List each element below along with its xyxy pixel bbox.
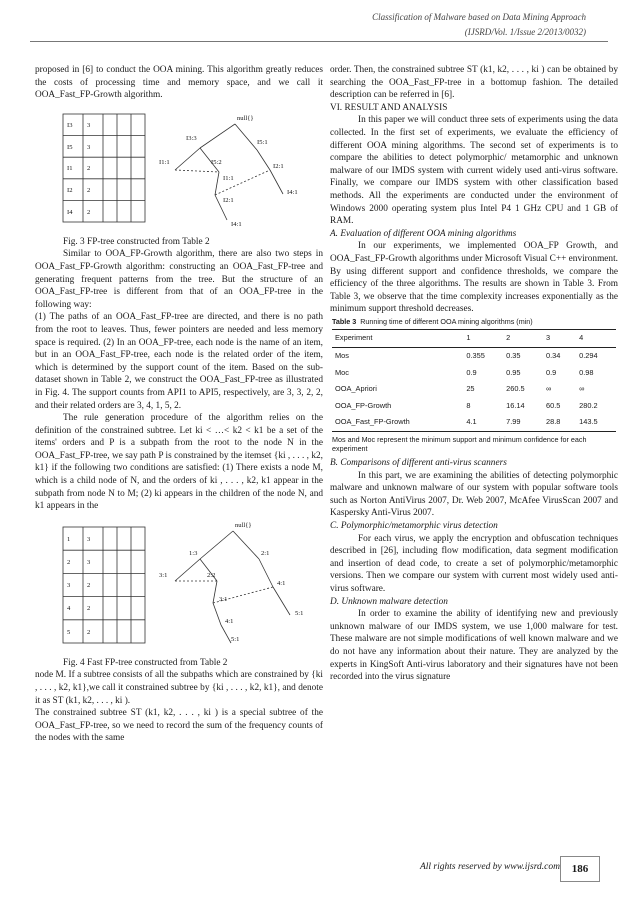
page-number: 186: [560, 856, 600, 882]
table-cell: 260.5: [506, 384, 525, 394]
fig4-fast-fp-tree: [35, 515, 323, 655]
table3-label: Table 3: [332, 316, 357, 326]
table-header-cell: 2: [503, 330, 543, 348]
table-cell: 0.95: [506, 367, 521, 377]
subsection-heading: A. Evaluation of different OOA mining algorithms: [330, 228, 517, 239]
paragraph: The constrained subtree ST (k1, k2, . . . , ki ) is a special subtree of the OOA_Fast_FP-tree, so we need to record the sum of the frequency counts of the nodes with the same: [35, 708, 323, 744]
paragraph: In this part, we are examining the abilities of detecting polymorphic malware and unknown malware of our system with popular software tools such as Norton AntiVirus 2007, Dr. Web 2007, McAfee VirusScan 2007 and Kaspersky Anti-Virus 2007.: [330, 470, 618, 519]
header-rule: [30, 41, 608, 42]
fig3-row-item: I5: [67, 143, 73, 151]
paragraph: For each virus, we apply the encryption and obfuscation techniques described in [26], including flow modification, data segment modification and insertion of dead code, to create a set of polymorphic/metamorphic versions. Then we compare our system with current most widely used anti-virus software.: [330, 533, 618, 594]
fig3-caption: Fig. 3 FP-tree constructed from Table 2: [63, 236, 210, 247]
table-cell: 60.5: [545, 400, 561, 410]
fig3-node: null{}: [237, 114, 254, 122]
table-header-row: [332, 330, 616, 348]
table3-note: Mos and Moc represent the minimum support and minimum confidence for each experiment: [332, 435, 587, 454]
fig3-row-count: 3: [87, 121, 91, 129]
fig4-row-count: 3: [87, 558, 91, 566]
right-column: [330, 64, 618, 684]
table-cell: 25: [466, 384, 475, 394]
fig3-row-count: 3: [87, 143, 91, 151]
table-row: [332, 398, 616, 415]
paragraph: (1) The paths of an OOA_Fast_FP-tree are directed, and there is no path from the root to leaves. Thus, fewer pointers are needed and less memory space is required. (2) In an OOA_FP-tree, each node is the name of an item, but in an OOA_Fast_FP-tree, each node is the related order of the item, which is determined by the support count of the item. Based on the sub-dataset shown in Table 2, we construct the OOA_Fast_FP-tree as illustrated in Fig. 4. The support counts from API1 to API5, respectively, are 3, 3, 2, 2, and their related orders are 3, 4, 1, 5, 2.: [35, 312, 323, 411]
paragraph: proposed in [6] to conduct the OOA mining. This algorithm greatly reduces the costs of processing time and memory space, and we call it OOA_Fast_FP-Growth algorithm.: [35, 65, 323, 101]
running-header-citation: (IJSRD/Vol. 1/Issue 2/2013/0032): [464, 27, 586, 37]
table-cell: 8: [466, 400, 471, 410]
section-heading: VI. RESULT AND ANALYSIS: [330, 102, 448, 113]
fig3-node: I5:1: [257, 138, 268, 146]
fig4-row-item: 1: [67, 535, 71, 543]
fig4-node: 5:1: [295, 609, 304, 617]
table-cell: 280.2: [579, 400, 598, 410]
fig3-node: I1:1: [159, 158, 170, 166]
fig4-node: 3:1: [159, 571, 168, 579]
table-header-cell: 1: [463, 330, 503, 348]
fig4-row-item: 2: [67, 558, 71, 566]
fig3-row-item: I1: [67, 164, 73, 172]
footer-rights: All rights reserved by www.ijsrd.com: [419, 862, 560, 872]
fig4-row-count: 3: [87, 535, 91, 543]
fig4-node: 4:1: [277, 579, 286, 587]
table-cell: 0.35: [506, 351, 521, 361]
table-cell: ∞: [545, 384, 552, 394]
table-cell: 143.5: [576, 414, 616, 431]
fig3-node: I2:1: [273, 162, 284, 170]
fig3-node: I4:1: [231, 220, 242, 228]
table-cell: Moc: [335, 367, 349, 377]
table-header-cell: 4: [576, 330, 616, 348]
table-cell: 16.14: [506, 400, 525, 410]
table-cell: 0.9: [545, 367, 557, 377]
table-row: [332, 381, 616, 398]
running-header-title: Classification of Malware based on Data Mining Approach: [372, 12, 586, 22]
table3-title: Running time of different OOA mining algorithms (min): [360, 316, 533, 326]
table-cell: 4.1: [463, 414, 503, 431]
fig3-row-count: 2: [87, 208, 91, 216]
fig4-row-count: 2: [87, 581, 91, 589]
paragraph: node M. If a subtree consists of all the subpaths which are constrained by {ki , . . . , k2, k1},we call it constrained subtree by {ki , . . . , k2, k1}, and denote it as ST (k1, k2, . . . , ki ).: [35, 670, 323, 706]
table-cell: 0.355: [466, 351, 485, 361]
fig4-row-item: 5: [67, 628, 71, 636]
fig4-node: 1:3: [189, 549, 198, 557]
table-cell: ∞: [579, 384, 585, 394]
fig4-row-count: 2: [87, 604, 91, 612]
table-row: [332, 365, 616, 382]
fig4-row-item: 4: [67, 604, 71, 612]
table-cell: 7.99: [503, 414, 543, 431]
table-cell: 0.294: [579, 351, 598, 361]
paragraph: order. Then, the constrained subtree ST (k1, k2, . . . , ki ) can be obtained by searching the OOA_Fast_FP-tree in a bottomup fashion. The detailed description can be referred in [6].: [330, 65, 618, 101]
table-cell: OOA_Fast_FP-Growth: [332, 414, 463, 431]
table-header-cell: Experiment: [332, 330, 463, 348]
fig3-node: I3:3: [186, 134, 197, 142]
fig4-caption: Fig. 4 Fast FP-tree constructed from Table 2: [63, 657, 228, 668]
fig4-row-item: 3: [67, 581, 71, 589]
fig3-row-item: I2: [67, 186, 73, 194]
paragraph: The rule generation procedure of the algorithm relies on the definition of the constrained subtree. Let ki < …< k2 < k1 be a set of the items' orders and P is a subpath from the root to the node N in the OOA_Fast_FP-tree, we say path P is constrained by the itemset {ki , . . . , k2, k1} if the following two conditions are satisfied: (1) There exists a node M, which is a child node of N, and the orders of ki , . . . , k2, k1 appear in the subpath from node N to M; (2) ki appears in the children of the node N, and k1 appears in the: [35, 413, 323, 512]
paragraph: In our experiments, we implemented OOA_FP Growth, and OOA_Fast_FP-Growth algorithms under Microsoft Visual C++ environment. By using different support and confidence thresholds, we compare the efficiency of the three algorithms. The results are shown in Table 3. From Table 3, we observe that the time complexity increases exponentially as the minimum support threshold decreases.: [330, 241, 618, 315]
fig4-node: 2:1: [261, 549, 270, 557]
subsection-heading: C. Polymorphic/metamorphic virus detection: [330, 521, 498, 531]
fig3-row-item: I3: [67, 121, 73, 129]
fig3-node: I5:2: [211, 158, 222, 166]
table-header-cell: 3: [543, 330, 576, 348]
subsection-heading: B. Comparisons of different anti-virus scanners: [330, 458, 507, 469]
table-cell: OOA_Apriori: [335, 384, 377, 394]
subsection-heading: D. Unknown malware detection: [330, 596, 448, 607]
fig4-node: 3:1: [219, 595, 228, 603]
table-cell: Mos: [335, 351, 349, 361]
fig4-node: null{}: [235, 521, 252, 529]
fig4-node: 4:1: [225, 617, 234, 625]
fig3-row-item: I4: [67, 208, 73, 216]
table-cell: 0.34: [545, 351, 561, 361]
table-cell: 0.9: [466, 367, 477, 377]
table-cell: 28.8: [543, 414, 576, 431]
fig4-row-count: 2: [87, 628, 91, 636]
table-cell: 0.98: [579, 367, 594, 377]
fig3-node: I1:1: [223, 174, 234, 182]
table3: [332, 329, 616, 432]
fig3-row-count: 2: [87, 186, 91, 194]
fig4-node: 2:2: [207, 571, 216, 579]
fig4-node: 5:1: [231, 635, 240, 643]
left-column: [35, 64, 323, 745]
table-row: [332, 414, 616, 431]
paragraph: In order to examine the ability of identifying new and previously unknown malware of our IMDS system, we use 1,000 malware for test. These malware are not simple modifications of well known malware and we do not have any information about their nature. They are analyzed by the experts in KingSoft Anti-virus laboratory and their signatures have not been recorded into the virus signature: [330, 609, 618, 683]
table-cell: OOA_FP-Growth: [335, 400, 392, 410]
paragraph: Similar to OOA_FP-Growth algorithm, there are also two steps in OOA_Fast_FP-Growth algorithm: constructing an OOA_Fast_FP-tree and generating frequent patterns from the tree. But the structure of an OOA_Fast_FP-tree is different from that of an OOA_FP-tree in the following way:: [35, 249, 323, 310]
fig3-fp-tree: [35, 106, 323, 234]
fig3-node: I4:1: [287, 188, 298, 196]
table-row: [332, 348, 616, 365]
fig3-row-count: 2: [87, 164, 91, 172]
fig3-node: I2:1: [223, 196, 234, 204]
table3-caption: [332, 316, 618, 329]
paragraph: In this paper we will conduct three sets of experiments using the data collected. In the first set of experiments, we evaluate the efficiency of different OOA mining algorithms. The second set of experiments is to compare the abilities to detect polymorphic/ metamorphic and unknown malware of our IMDS system with current widely used anti-virus software. Finally, we compare our IMDS system with other classification based methods. All the experiments are conducted under the environment of Windows 2000 operating system plus Intel P4 1 GHz CPU and 1 GB of RAM.: [330, 115, 618, 227]
